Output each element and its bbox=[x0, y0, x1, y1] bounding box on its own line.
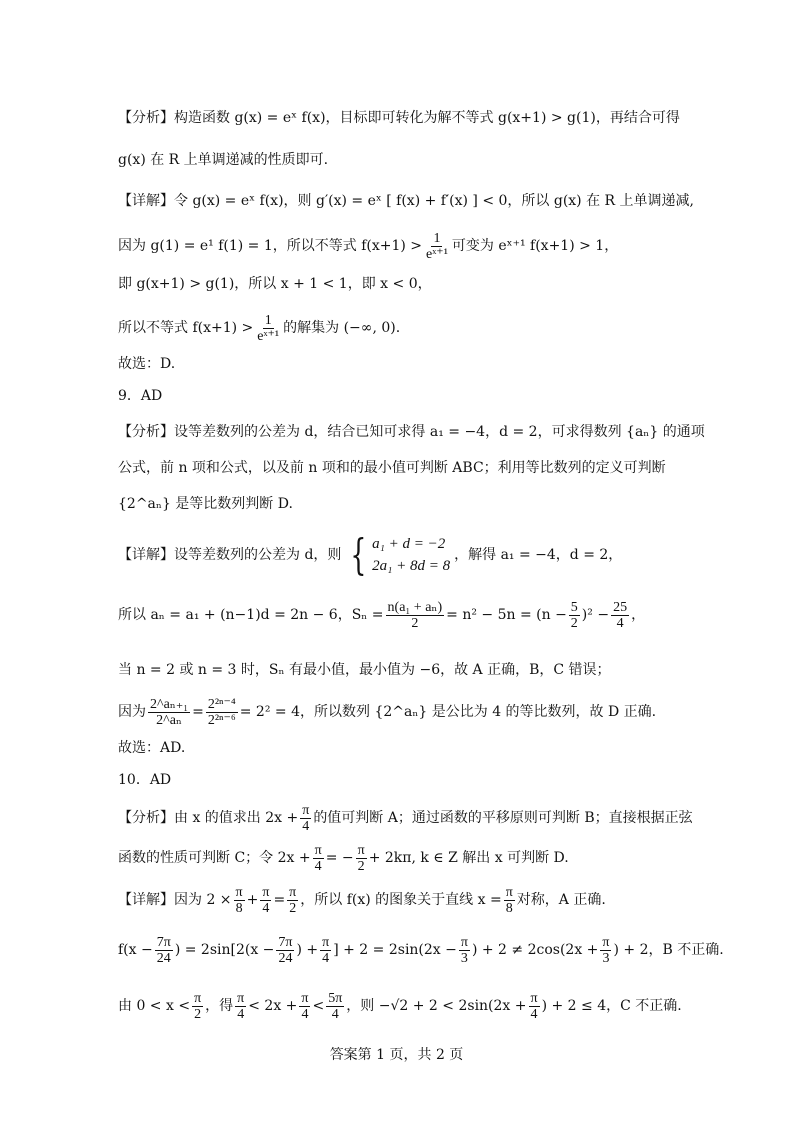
fraction: $\frac{5}{2}$ bbox=[570, 599, 578, 631]
fraction: $\frac{5\pi}{4}$ bbox=[328, 990, 343, 1022]
fraction: $\frac{\pi}{2}$ bbox=[194, 990, 202, 1022]
fraction: $\frac{\text{2²ⁿ⁻⁴}}{\text{2²ⁿ⁻⁶}}$ bbox=[207, 696, 236, 728]
fraction: $\frac{\pi}{4}$ bbox=[237, 990, 245, 1022]
detail-8-line4: 所以不等式 f(x+1) > $\frac{1}{\text{eˣ⁺¹}}$ 的解集为 (−∞, 0). bbox=[118, 312, 401, 344]
analysis-8-cont: g(x) 在 R 上单调递减的性质即可. bbox=[118, 152, 329, 168]
fraction: $\frac{\pi}{2}$ bbox=[289, 884, 297, 916]
fraction: $\frac{\pi}{3}$ bbox=[602, 934, 610, 966]
detail-8-line3: 即 g(x+1) > g(1)，所以 x + 1 < 1，即 x < 0， bbox=[118, 276, 432, 292]
fraction: $\frac{\pi}{4}$ bbox=[262, 884, 270, 916]
fraction: $\frac{7\pi}{24}$ bbox=[156, 934, 171, 966]
analysis-10: 【分析】由 x 的值求出 2x + $\frac{\pi}{4}$ 的值可判断 A；通过函数的平移原则可判断 B；直接根据正弦 bbox=[118, 802, 693, 834]
detail-9-line3: 当 n = 2 或 n = 3 时，Sₙ 有最小值，最小值为 −6，故 A 正确，B，C 错误； bbox=[118, 662, 611, 678]
fraction: $\frac{\text{n(a₁ + aₙ)}}{2}$ bbox=[387, 599, 443, 631]
detail-8: 【详解】令 g(x) = eˣ f(x)，则 g′(x) = eˣ [ f(x) + f′(x) ] < 0，所以 g(x) 在 R 上单调递减, bbox=[118, 193, 694, 209]
detail-10-line2: f(x − $\frac{7\pi}{24}$ ) = 2sin[2(x − $\frac{7\pi}{24}$ ) + $\frac{\pi}{4}$ ] + 2 = 2sin(2x − $\frac{\pi}{3}$ ) + 2 ≠ 2cos(2x + $\frac{\pi}{3}$ ) + 2，B 不正确. bbox=[118, 934, 724, 966]
detail-10-line3: 由 0 < x < $\frac{\pi}{2}$ ，得 $\frac{\pi}{4}$ < 2x + $\frac{\pi}{4}$ < $\frac{5\pi}{4}$ ，则 −√2 + 2 < 2sin(2x + $\frac{\pi}{4}$ ) + 2 ≤ 4，C 不正确. bbox=[118, 990, 682, 1022]
fraction: $\frac{\pi}{4}$ bbox=[314, 842, 322, 874]
fraction: $\frac{\pi}{4}$ bbox=[301, 990, 309, 1022]
question-10-heading: 10．AD bbox=[118, 772, 172, 788]
detail-9-line4: 因为 $\frac{\text{2\textasciicircum{}aₙ₊₁}}{\text{2\textasciicircum{}aₙ}}$ = $\frac{\text{2²ⁿ⁻⁴}}{\text{2²ⁿ⁻⁶}}$ = 2² = 4，所以数列 {2^aₙ} 是公比为 4 的等比数列，故 D 正确. bbox=[118, 696, 657, 728]
fraction: $\frac{1}{\text{eˣ⁺¹}}$ bbox=[426, 230, 448, 262]
page-footer: 答案第 1 页，共 2 页 bbox=[329, 1047, 464, 1063]
fraction: $\frac{\pi}{3}$ bbox=[460, 934, 468, 966]
detail-9: 【详解】设等差数列的公差为 d，则 { a₁ + d = −2 2a₁ + 8d = 8 ，解得 a₁ = −4，d = 2， bbox=[118, 530, 623, 579]
fraction: $\frac{\pi}{8}$ bbox=[235, 884, 243, 916]
fraction: $\frac{\pi}{8}$ bbox=[505, 884, 513, 916]
fraction: $\frac{7\pi}{24}$ bbox=[278, 934, 293, 966]
fraction: $\frac{\pi}{4}$ bbox=[322, 934, 330, 966]
analysis-8: 【分析】构造函数 g(x) = eˣ f(x)，目标即可转化为解不等式 g(x+1) > g(1)，再结合可得 bbox=[118, 110, 680, 126]
analysis-10-cont: 函数的性质可判断 C；令 2x + $\frac{\pi}{4}$ = − $\frac{\pi}{2}$ + 2kπ, k ∈ Z 解出 x 可判断 D. bbox=[118, 842, 569, 874]
answer-8: 故选：D. bbox=[118, 356, 176, 372]
detail-8-line2: 因为 g(1) = e¹ f(1) = 1，所以不等式 f(x+1) > $\frac{1}{\text{eˣ⁺¹}}$ 可变为 eˣ⁺¹ f(x+1) > 1， bbox=[118, 230, 619, 262]
detail-10: 【详解】因为 2 × $\frac{\pi}{8}$ + $\frac{\pi}{4}$ = $\frac{\pi}{2}$ ，所以 f(x) 的图象关于直线 x = $\frac{\pi}{8}$ 对称，A 正确. bbox=[118, 884, 606, 916]
detail-9-line2: 所以 aₙ = a₁ + (n−1)d = 2n − 6，Sₙ = $\frac{\text{n(a₁ + aₙ)}}{2}$ = n² − 5n = (n − $\frac{5}{2}$ )² − $\frac{25}{4}$ ， bbox=[118, 599, 646, 631]
question-9-heading: 9．AD bbox=[118, 388, 163, 404]
fraction: $\frac{\pi}{2}$ bbox=[357, 842, 365, 874]
fraction: $\frac{25}{4}$ bbox=[613, 599, 628, 631]
fraction: $\frac{\pi}{4}$ bbox=[302, 802, 310, 834]
analysis-9-cont: 公式，前 n 项和公式，以及前 n 项和的最小值可判断 ABC；利用等比数列的定义可判断 bbox=[118, 460, 666, 476]
answer-9: 故选：AD. bbox=[118, 740, 186, 756]
analysis-9: 【分析】设等差数列的公差为 d，结合已知可求得 a₁ = −4，d = 2，可求得数列 {aₙ} 的通项 bbox=[118, 424, 705, 440]
fraction: $\frac{1}{\text{eˣ⁺¹}}$ bbox=[257, 312, 280, 344]
fraction: $\frac{\pi}{4}$ bbox=[530, 990, 538, 1022]
analysis-9-cont2: {2^aₙ} 是等比数列判断 D. bbox=[118, 496, 293, 512]
equation-system: { a₁ + d = −2 2a₁ + 8d = 8 bbox=[350, 530, 451, 579]
fraction: $\frac{\text{2\textasciicircum{}aₙ₊₁}}{\text{2\textasciicircum{}aₙ}}$ bbox=[150, 696, 189, 728]
